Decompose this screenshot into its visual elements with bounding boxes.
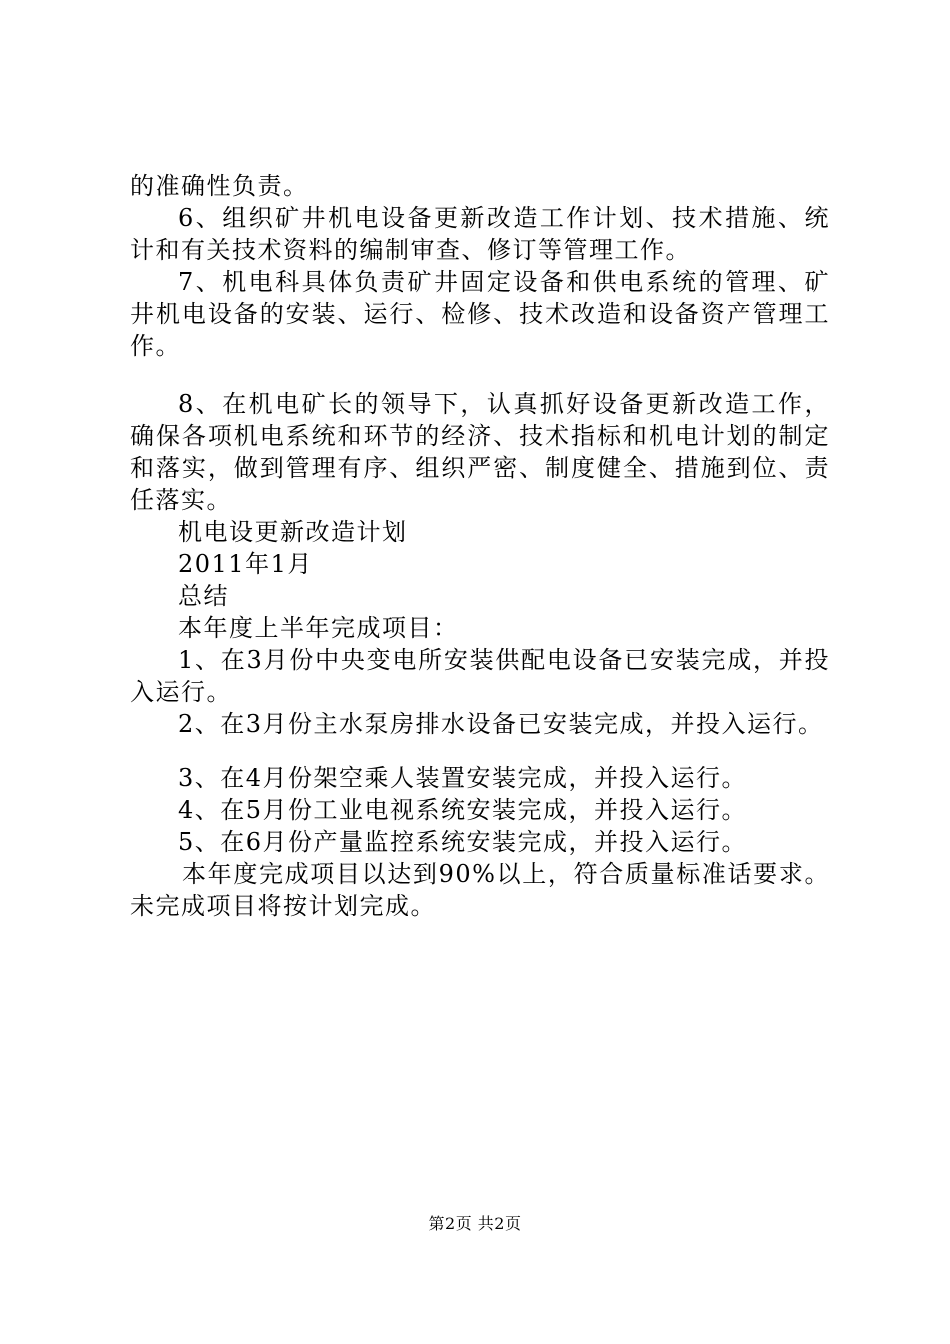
paragraph-continuation: 的准确性负责。: [130, 172, 309, 200]
document-body: [130, 170, 830, 922]
completed-heading: 本年度上半年完成项目：: [178, 614, 459, 642]
completed-item-5: 5、在6月份产量监控系统安装完成，并投入运行。: [178, 828, 748, 856]
plan-title: 机电设更新改造计划: [178, 518, 408, 546]
completed-item-1: 1、在3月份中央变电所安装供配电设备已安装完成，并投入运行。: [130, 646, 830, 706]
page-footer: 第2页 共2页: [428, 1214, 522, 1233]
paragraph-item-6: 6、组织矿井机电设备更新改造工作计划、技术措施、统计和有关技术资料的编制审查、修订等管理工作。: [130, 204, 830, 264]
paragraph-item-7: 7、机电科具体负责矿井固定设备和供电系统的管理、矿井机电设备的安装、运行、检修、技术改造和设备资产管理工作。: [130, 268, 830, 360]
paragraph-item-8: 8、在机电矿长的领导下，认真抓好设备更新改造工作，确保各项机电系统和环节的经济、技术指标和机电计划的制定和落实，做到管理有序、组织严密、制度健全、措施到位、责任落实。: [130, 390, 830, 514]
completed-item-2: 2、在3月份主水泵房排水设备已安装完成，并投入运行。: [178, 710, 824, 738]
completed-item-3: 3、在4月份架空乘人装置安装完成，并投入运行。: [178, 764, 748, 792]
plan-date: 2011年1月: [178, 550, 313, 578]
conclusion-paragraph: 本年度完成项目以达到90%以上，符合质量标准话要求。未完成项目将按计划完成。: [130, 860, 830, 920]
summary-heading: 总结: [178, 582, 229, 610]
completed-item-4: 4、在5月份工业电视系统安装完成，并投入运行。: [178, 796, 748, 824]
